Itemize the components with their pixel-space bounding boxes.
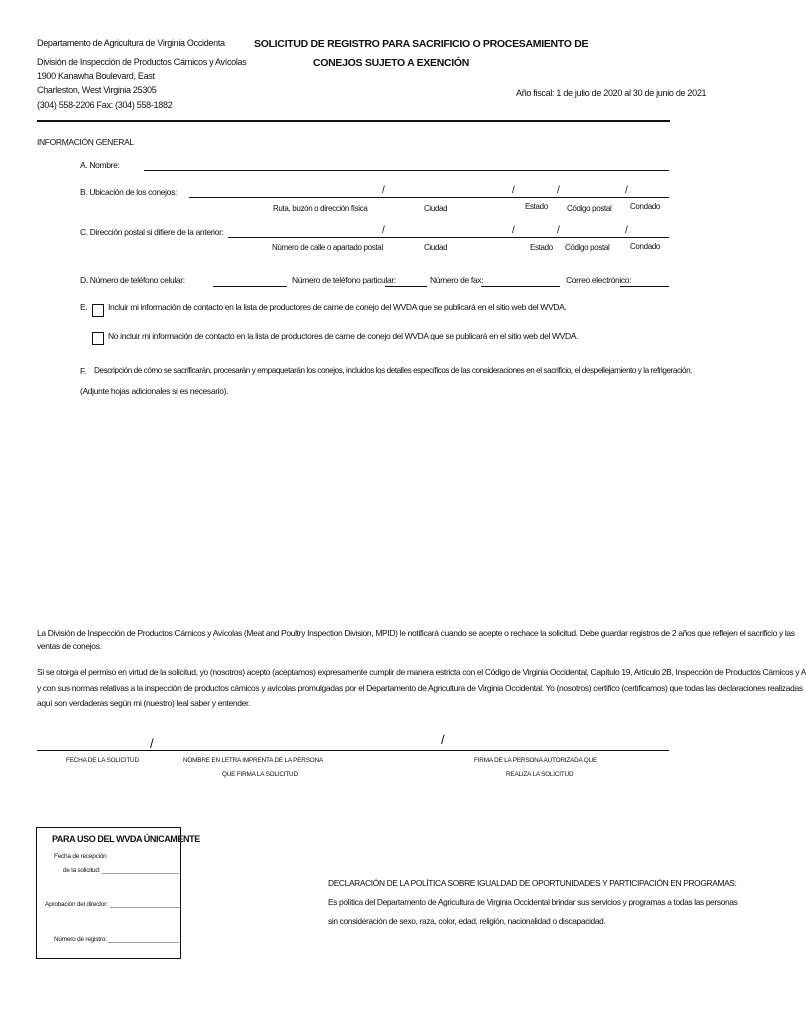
header-divider: [37, 120, 670, 122]
description-prompt: Descripción de cómo se sacrificarán, procesarán y empaquetarán los conejos, incluidos los detalles específicos de las consideraciones en el sacrificio, el despellejamiento y la refrigeración.: [94, 366, 693, 375]
separator: /: [382, 185, 385, 196]
separator: /: [557, 185, 560, 196]
equal-opportunity-title: DECLARACIÓN DE LA POLÍTICA SOBRE IGUALDAD DE OPORTUNIDADES Y PARTICIPACIÓN EN PROGRAMAS:: [328, 878, 737, 888]
office-use-title: PARA USO DEL WVDA ÚNICAMENTE: [52, 834, 200, 844]
email-label: Correo electrónico:: [566, 275, 632, 285]
mailing-address-field[interactable]: [228, 237, 669, 238]
application-date-label: FECHA DE LA SOLICITUD: [66, 757, 139, 764]
form-title-line2: CONEJOS SUJETO A EXENCIÓN: [313, 57, 470, 69]
compliance-text-line1: Si se otorga el permiso en virtud de la solicitud, yo (nosotros) acepto (aceptamos) expresamente cumplir de manera estricta con el Código de Virginia Occidental, Capítulo 19, Artículo 2B, Inspección de Productos Cárnicos y A: [37, 667, 806, 677]
received-date-label: Fecha de recepción: [54, 853, 107, 860]
zip-sublabel: Código postal: [567, 204, 612, 213]
separator: /: [150, 736, 154, 751]
route-sublabel: Ruta, buzón o dirección física: [273, 204, 368, 213]
state-sublabel: Estado: [530, 243, 553, 252]
equal-opportunity-line2: sin consideración de sexo, raza, color, edad, religión, nacionalidad o discapacidad.: [328, 916, 606, 926]
compliance-text-line3: aquí son verdaderas según mi (nuestro) leal saber y entender.: [37, 698, 251, 708]
signature-label-line1: FIRMA DE LA PERSONA AUTORIZADA QUE: [474, 757, 598, 764]
cell-phone-label: D. Número de teléfono celular:: [80, 275, 185, 285]
cell-phone-field[interactable]: [213, 286, 287, 287]
street-sublabel: Número de calle o apartado postal: [272, 243, 383, 252]
city-address: Charleston, West Virginia 25305: [37, 85, 157, 95]
county-sublabel: Condado: [630, 202, 661, 211]
division-name: División de Inspección de Productos Cárnicos y Avícolas: [37, 57, 247, 67]
separator: /: [512, 225, 515, 236]
fiscal-year: Año fiscal: 1 de julio de 2020 al 30 de junio de 2021: [516, 88, 707, 98]
mailing-address-label: C. Dirección postal si difiere de la anterior:: [80, 227, 224, 237]
description-note: (Adjunte hojas adicionales si es necesario).: [80, 386, 229, 396]
section-title-general: INFORMACIÓN GENERAL: [37, 137, 134, 147]
notification-text-line2: ventas de conejos.: [37, 641, 102, 651]
separator: /: [557, 225, 560, 236]
separator: /: [512, 185, 515, 196]
rabbit-location-label: B. Ubicación de los conejos:: [80, 187, 177, 197]
printed-name-label-line1: NOMBRE EN LETRA IMPRENTA DE LA PERSONA: [183, 757, 324, 764]
exclude-contact-option: No incluir mi información de contacto en la lista de productores de carne de conejo del WVDA que se publicará en el sitio web del WVDA.: [108, 331, 579, 341]
separator: /: [382, 225, 385, 236]
separator: /: [625, 225, 628, 236]
phone-fax: (304) 558-2206 Fax: (304) 558-1882: [37, 100, 173, 110]
include-contact-checkbox[interactable]: [92, 304, 104, 317]
zip-sublabel: Código postal: [565, 243, 610, 252]
name-field[interactable]: [144, 170, 669, 171]
notification-text-line1: La División de Inspección de Productos Cárnicos y Avícolas (Meat and Poultry Inspection Division, MPID) le notificará cuando se acepte o rechace la solicitud. Debe guardar registros de 2 años que reflejen el sacrificio y las: [37, 628, 795, 638]
form-title-line1: SOLICITUD DE REGISTRO PARA SACRIFICIO O PROCESAMIENTO DE: [254, 38, 589, 50]
department-name: Departamento de Agricultura de Virginia Occidenta: [37, 38, 225, 48]
signature-line[interactable]: [37, 750, 669, 751]
separator: /: [625, 185, 628, 196]
item-f-letter: F.: [80, 366, 86, 376]
fax-field[interactable]: [481, 286, 560, 287]
rabbit-location-field[interactable]: [189, 197, 669, 198]
compliance-text-line2: y con sus normas relativas a la inspección de productos cárnicos y avícolas promulgadas por el Departamento de Agricultura de Virginia Occidental. Yo (nosotros) certifico (certificamos) que todas las declaraciones realizadas: [37, 683, 803, 693]
city-sublabel: Ciudad: [424, 243, 448, 252]
equal-opportunity-line1: Es política del Departamento de Agricultura de Virginia Occidental brindar sus servicios y programas a todas las personas: [328, 897, 738, 907]
include-contact-option: Incluir mi información de contacto en la lista de productores de carne de conejo del WVDA que se publicará en el sitio web del WVDA.: [108, 302, 567, 312]
email-field[interactable]: [620, 286, 669, 287]
street-address: 1900 Kanawha Boulevard, East: [37, 71, 155, 81]
separator: /: [441, 732, 445, 747]
name-label: A. Nombre:: [80, 160, 120, 170]
printed-name-label-line2: QUE FIRMA LA SOLICITUD: [222, 771, 298, 778]
signature-label-line2: REALIZA LA SOLICITUD: [506, 771, 574, 778]
home-phone-label: Número de teléfono particular:: [292, 275, 396, 285]
director-approval-field[interactable]: Aprobación del director: _____________________: [45, 901, 180, 908]
item-e-letter: E.: [80, 302, 88, 312]
state-sublabel: Estado: [525, 202, 548, 211]
county-sublabel: Condado: [630, 242, 661, 251]
description-area[interactable]: [80, 402, 670, 612]
home-phone-field[interactable]: [385, 286, 427, 287]
registration-number-field[interactable]: Número de registro: _____________________: [54, 936, 179, 943]
fax-label: Número de fax:: [430, 275, 484, 285]
received-date-field[interactable]: de la solicitud: _______________________: [63, 867, 180, 874]
exclude-contact-checkbox[interactable]: [92, 332, 104, 345]
city-sublabel: Ciudad: [424, 204, 448, 213]
